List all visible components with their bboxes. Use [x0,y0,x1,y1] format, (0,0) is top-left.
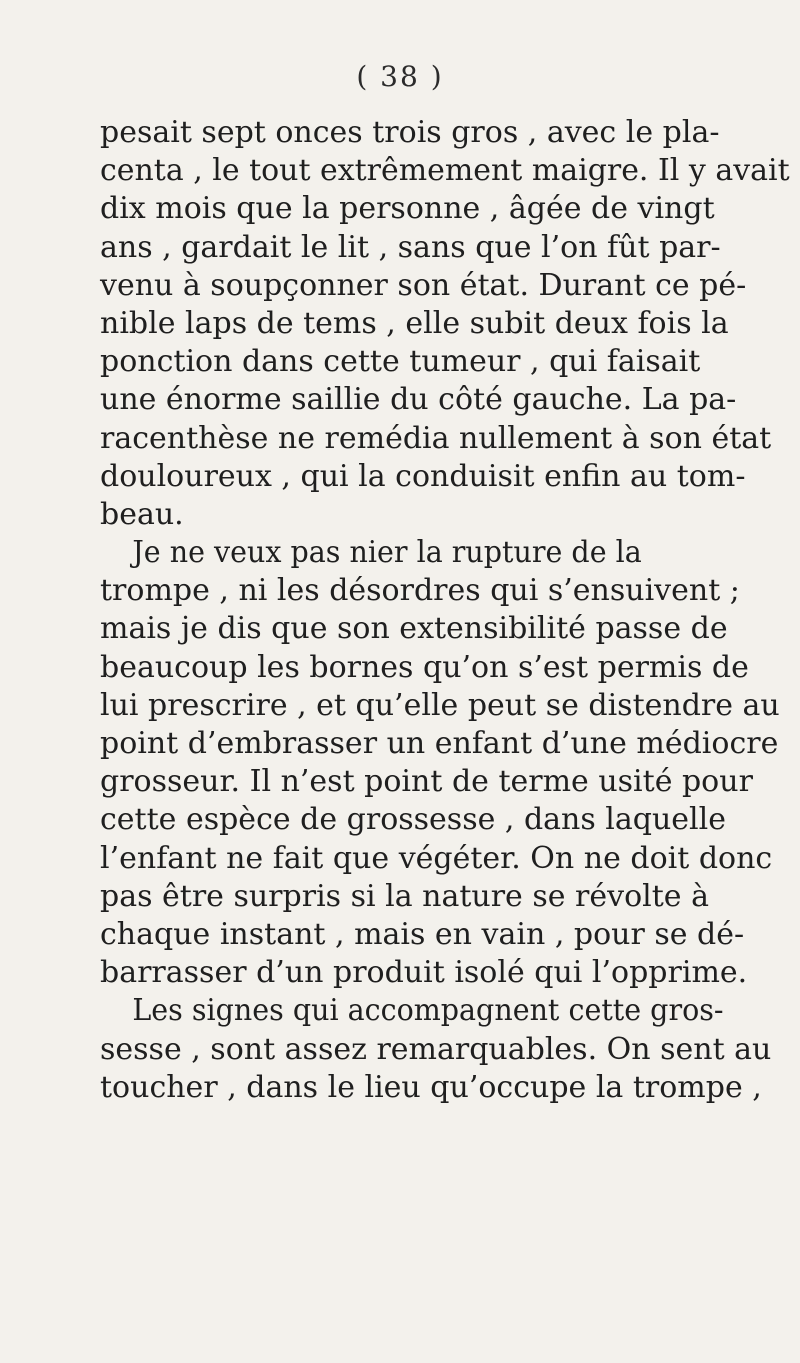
text-line: toucher , dans le lieu qu’occupe la trompe , [100,1069,762,1105]
text-line: douloureux , qui la conduisit enfin au tom- [100,458,746,494]
text-line: racenthèse ne remédia nullement à son état [100,420,772,456]
text-line: une énorme saillie du côté gauche. La pa- [100,382,737,418]
text-line: cette espèce de grossesse , dans laquelle [100,802,727,838]
text-line: grosseur. Il n’est point de terme usité pour [100,764,753,800]
text-line: dix mois que la personne , âgée de vingt [100,191,715,227]
paragraph-start-line: Je ne veux pas nier la rupture de la [132,535,642,571]
text-line: pas être surpris si la nature se révolte à [100,878,709,914]
text-line: l’enfant ne fait que végéter. On ne doit donc [100,840,773,876]
text-line: centa , le tout extrêmement maigre. Il y avait [100,153,790,189]
text-line: barrasser d’un produit isolé qui l’opprime. [100,955,748,991]
text-line: venu à soupçonner son état. Durant ce pé- [100,267,747,303]
text-line: pesait sept onces trois gros , avec le pla- [100,115,720,150]
text-line: trompe , ni les désordres qui s’ensuivent ; [100,573,740,609]
text-line: beau. [100,496,184,532]
page-number: ( 38 ) [356,60,444,93]
paragraph-start-line: Les signes qui accompagnent cette gros- [132,993,724,1029]
text-line: lui prescrire , et qu’elle peut se distendre au [100,687,780,723]
text-line: beaucoup les bornes qu’on s’est permis de [100,649,749,685]
text-line: sesse , sont assez remarquables. On sent au [100,1031,772,1067]
text-line: mais je dis que son extensibilité passe de [100,611,728,647]
body-text [100,114,790,1107]
text-line: ans , gardait le lit , sans que l’on fût par- [100,229,721,265]
text-line: ponction dans cette tumeur , qui faisait [100,344,701,380]
text-line: chaque instant , mais en vain , pour se dé- [100,916,745,952]
text-line: nible laps de tems , elle subit deux fois la [100,305,729,341]
text-line: point d’embrasser un enfant d’une médiocre [100,726,779,761]
